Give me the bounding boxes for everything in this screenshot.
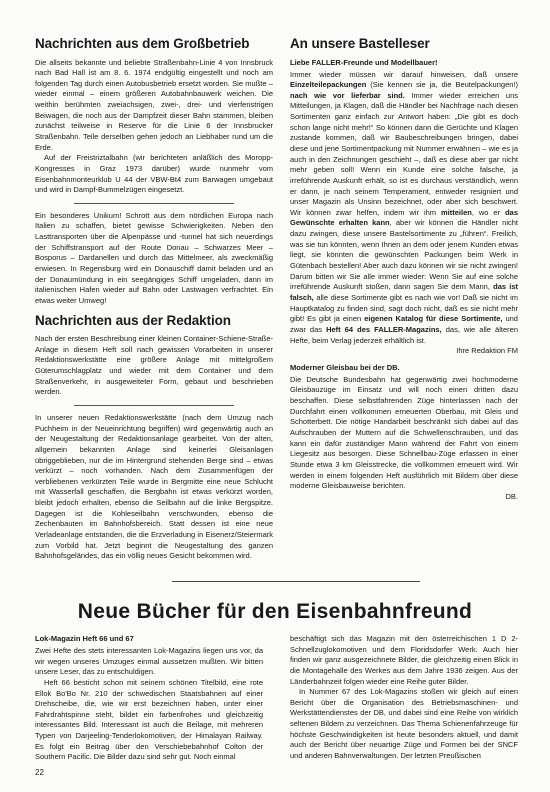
page-title: Neue Bücher für den Eisenbahnfreund [77, 600, 473, 623]
lead-lok-magazin: Lok-Magazin Heft 66 und 67 [35, 634, 134, 643]
books-right-column [290, 634, 518, 762]
paragraph: Die allseits bekannte und beliebte Straßenbahn-Linie 4 von Innsbruck nach Bad Hall ist am 8. 6. 1974 endgültig eingestellt und noch am folgenden Tag durch einen Autobusbetrieb ersetzt worden. Sie mußte – wieder einmal – einem größeren Autobahnbauwerk weichen. Die weithin berühmten zweiachsigen, zwei-, drei- und vierfenstrigen Beiwagen, die noch aus der Dampfzeit dieser Bahn stammen, bleiben zunächst teilweise in Reserve für die Linie 6 der Innsbrucker Straßenbahn. Teile derselben gehen jedoch an Liebhaber rund um die Erde. [35, 57, 273, 152]
paragraph: beschäftigt sich das Magazin mit den österreichischen 1 D 2-Schnellzuglokomotiven und dem Floridsdorfer Werk. Auch hier finden wir ganz ausgezeichnete Bilder, die gleichzeitig einen Blick in die Montagehalle des Werkes aus dem Jahre 1936 zeigen. Aus der Länderbahnzeit folgen wieder eine Reihe guter Bilder. [290, 634, 518, 686]
page-number: 22 [35, 768, 44, 777]
heading-redaktion: Nachrichten aus der Redaktion [35, 312, 231, 328]
heading-grossbetrieb: Nachrichten aus dem Großbetrieb [35, 36, 250, 51]
paragraph: Nach der ersten Beschreibung einer kleinen Container-Schiene-Straße-Anlage in diesem Heft soll nach gewissen Vorarbeiten in unserer Redaktionswerkstätte eine größere Anlage mit mittelgroßem Güterumschlagplatz und wieder mit dem Container und dem Straßenverkehr, in ausgeweiteter Form, gebaut und beschrieben werden. [35, 334, 273, 397]
signature: DB. [505, 491, 518, 501]
left-column [35, 36, 273, 562]
signature: Ihre Redaktion FM [456, 346, 518, 356]
books-left-column [35, 634, 263, 763]
paragraph: Ein besonderes Unikum! Schrott aus dem nördlichen Europa nach Italien zu schaffen, bietet gewisse Schwierigkeiten. Neben den Lasttransporten über die Alpenpässe und -tunnel hat sich neuerdings der Schiffstransport auf der Route Donau – Schwarzes Meer – Bosporus – Dardanellen und durch das Mittelmeer, als zweckmäßig erwiesen. In Regensburg wird ein Donauschiff damit beladen und an der Donaumündung in ein seegängiges Schiff umgeladen, dann im italienischen Hafen wieder auf Bahn oder Lastwagen verfrachtet. Ein etwas weiter Umweg! [35, 210, 273, 305]
heading-bastelleser: An unsere Bastelleser [290, 36, 430, 51]
right-column [290, 36, 518, 503]
lead-gleisbau: Moderner Gleisbau bei der DB. [290, 362, 400, 372]
paragraph: Zwei Hefte des stets interessanten Lok-Magazins liegen uns vor, da wir wegen unseres Umzuges einmal aussetzen mußten. Wir bitten unsere Leser, das zu entschuldigen. [35, 646, 263, 677]
paragraph: Auf der Freistriztalbahn (wir berichteten anläßlich des Moropp-Kongresses in Graz 1973 darüber) wurde nunmehr vom Eisenbahnmonteurklub U 44 der VBW-Bt4 zum Barwagen umgebaut und wird in Dampf-Bummelzügen eingesetzt. [35, 153, 273, 195]
paragraph: In Nummer 67 des Lok-Magazins stoßen wir gleich auf einen Bericht über die Organisation des Betriebsmaschinen- und Werkstättendienstes der DB, und dabei sind eine Reihe von wirklich seltenen Bildern zu verzeichnen. Das Thema Schienenfahrzeuge für höchste Geschwindigkeiten ist heute besonders aktuell, und damit auch der Bericht über neuartige Züge und Formen bei der SNCF und anderen Bahnverwaltungen. Der letzten Preußischen [290, 687, 518, 761]
lead-faller: Liebe FALLER-Freunde und Modellbauer! [290, 57, 438, 67]
paragraph: Heft 66 besticht schon mit seinem schönen Titelbild, eine rote Ellok Bo'Bo Nr. 210 der schwedischen Staatsbahnen auf einer Drehscheibe, die, wie wir erst bezeichnen haben, unter einer Fahrdrahtspinne steht, bildet ein farbenfrohes und gleichzeitig interessantes Bild. Interessant ist auch die Beilage, mit mehreren Typen von Darjeeling-Tenderlokomotiven, der Himalayan Railway. Es folgt ein Beitrag über den Verschiebebahnhof Colton der Southern Pacific. Die Bilder dazu sind sehr gut. Noch einmal [35, 677, 263, 762]
paragraph-faller: Immer wieder müssen wir darauf hinweisen, daß unsere Einzelteilepackungen (Sie kennen sie ja, die Beutelpackungen!) nach wie vor lieferbar sind. Immer wieder erreichen uns Mitteilungen, ja Klagen, daß die Händler bei Nachfrage nach diesen Sortimenten ganz einfach zur Antwort haben: „Die gibt es doch schon lange nicht mehr!“ So können dann die Gerüchte und Klagen zustande kommen, daß wir Baubeschreibungen bringen, dabei diese und jene Sortimentpackung mit Nummer erwähnen – wie es ja auch in den Zeichnungen geschieht –, daß es diese aber gar nicht mehr geben soll! Wenn ein Kunde eine solche falsche, ja irreführende Auskunft erhält, so ist es durchaus verständlich, wenn er dann, je nach seinem Temperament, entweder resigniert und unser Magazin als Unsinn bezeichnet, oder aber sich beschwert. Wir können zwar helfen, indem wir ihm mitteilen, wo er das Gewünschte erhalten kann, aber wir können die Händler nicht dazu zwingen, diese unsere Bastelsortimente zu „führen“. Freilich, was sie tun könnten, wenn Ihnen an dem oder jenem Kunden etwas liegt, sie könnten die gewünschten Packungen beim Werk in Gütenbach bestellen! Aber auch dazu können wir sie nicht zwingen! Darum bitten wir Sie alle immer wieder: Wenn Sie auf eine solche irreführende Auskunft stoßen, dann sagen Sie dem Mann, das ist falsch, alle diese Sortimente gibt es nach wie vor! Daß sie nicht im Hauptkatalog zu finden sind, sagt doch nicht, daß es sie nicht mehr gibt! Es gibt ja einen eigenen Katalog für diese Sortimente, und zwar das Heft 64 des FALLER-Magazins, das, wie alle älteren Hefte, beim Verlag jederzeit erhältlich ist. [290, 69, 518, 345]
paragraph: Die Deutsche Bundesbahn hat gegenwärtig zwei hochmoderne Gleisbauzüge im Einsatz und will noch einen dritten dazu beschaffen. Diese selbstfahrenden Züge hinterlassen nach der Durchfahrt einen vollkommen erneuerten Oberbau, mit Gleis und Schotterbett. Die nötige Handarbeit beschränkt sich dabei auf das Aufschrauben der Muttern auf die Schwellenschrauben, und das kann ein dafür zuständiger Mann während der Fahrt von einem Liegesitz aus besorgen. Diese Schnellbau-Züge erfassen in einer Stunde etwa 3 km Gleisstrecke, die vollkommen erneuert wird. Wir werden in einem folgenden Heft ausführlich mit Bildern über diese moderne Gleisbauweise berichten. [290, 374, 518, 491]
section-divider [172, 581, 420, 582]
divider [74, 203, 234, 204]
divider [74, 405, 234, 406]
paragraph: In unserer neuen Redaktionswerkstätte (nach dem Umzug nach Puchheim in der Neueinrichtung begriffen) wird gegenwärtig auch an der Neugestaltung der Redaktionsanlage gearbeitet. Von der alten, allgemein bekannten Anlage sind keinerlei Gleisanlagen übriggeblieben, nur die im Hintergrund stehenden Berge sind – etwas verkürzt – noch vorhanden. Nach dem Zusammenfügen der verbliebenen verkürzten Teile wurde in Bergmitte eine neue Schlucht mit Wasserfall geschaffen, die Bergbahn ist etwas verkürzt worden, bleibt jedoch erhalten, ebenso die Seilbahn auf die linke Bergspitze. Dagegen ist die Kohleseilbahn verschwunden, ebenso die Zechenbauten im Bahnhofsbereich. Statt dessen ist eine neue Verladeanlage entstanden, die die Erzverladung in Eisenerz/Steiermark zum Vorbild hat. Jetzt beginnt die Neugestaltung des ganzen Bahnhofsgeländes, das ein völlig neues Gesicht bekommen wird. [35, 412, 273, 561]
